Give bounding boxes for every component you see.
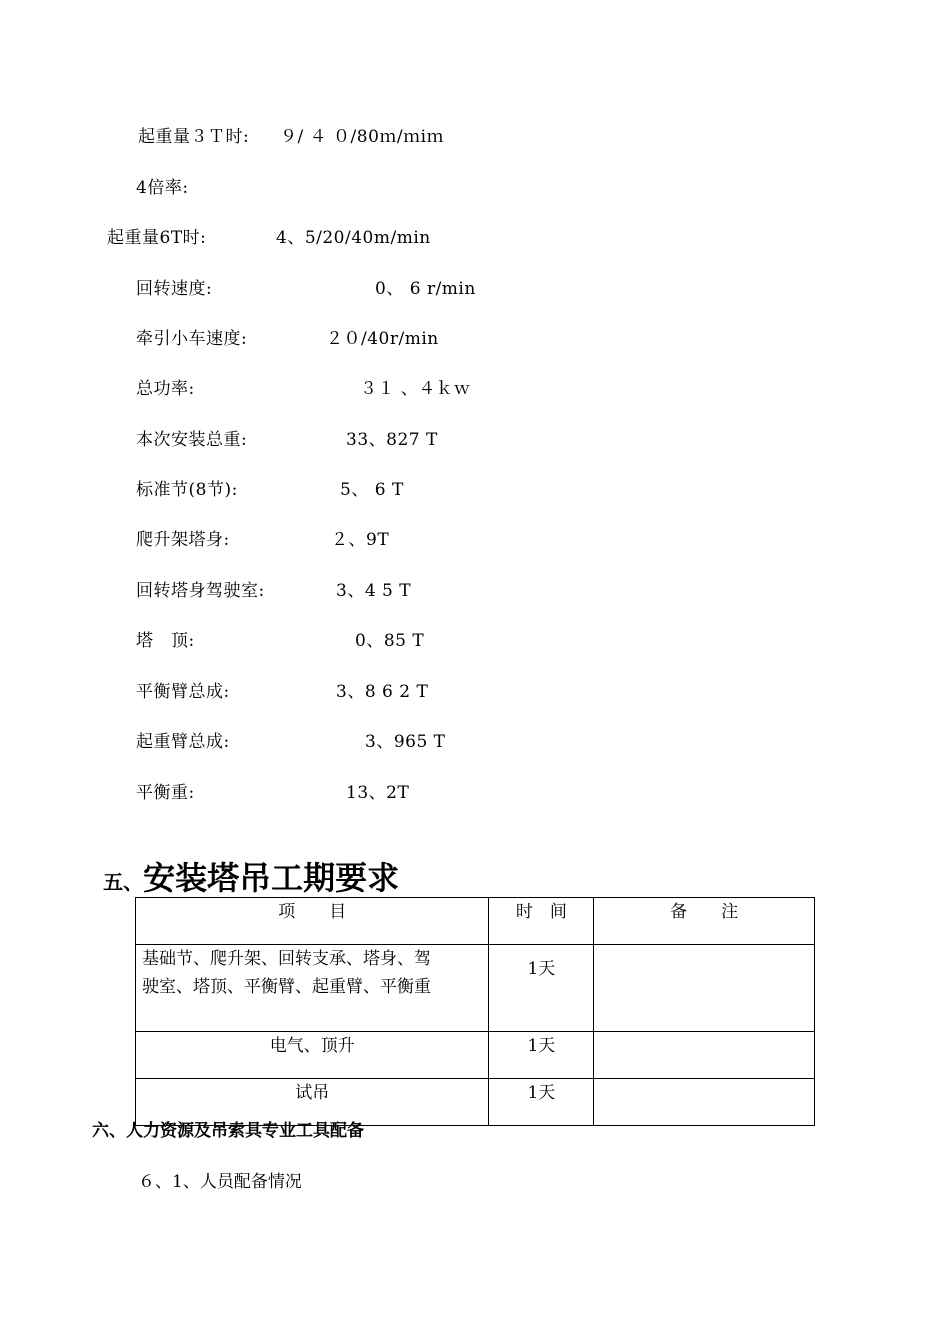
spec-label: 总功率:	[136, 379, 195, 399]
spec-value: 5、 6 T	[340, 480, 404, 500]
spec-value: 13、2T	[346, 783, 410, 803]
spec-value: 33、827 T	[346, 430, 438, 450]
table-header-row	[136, 898, 815, 945]
row-time: 1天	[489, 1032, 594, 1079]
spec-label: 平衡重:	[136, 783, 195, 803]
spec-label: 起重臂总成:	[136, 732, 230, 752]
spec-label: 4倍率:	[136, 178, 189, 198]
spec-value: 0、 6 r/min	[375, 279, 476, 299]
spec-label: 回转塔身驾驶室:	[136, 581, 265, 601]
table-row	[136, 1032, 815, 1079]
spec-value: 3、965 T	[365, 732, 446, 752]
spec-label: 爬升架塔身:	[136, 530, 230, 550]
section-5-number: 五、	[103, 870, 144, 894]
section-5-title: 安装塔吊工期要求	[143, 859, 400, 897]
row-note	[594, 1079, 815, 1126]
row-item: 试吊	[136, 1079, 489, 1126]
spec-value: 0、85 T	[355, 631, 425, 651]
row-item-line: 驶室、塔顶、平衡臂、起重臂、平衡重	[142, 977, 431, 997]
row-item	[136, 945, 489, 1032]
spec-value: ３１ 、４ｋｗ	[360, 379, 471, 399]
spec-value: 3、8 6 2 T	[336, 682, 429, 702]
spec-label: 本次安装总重:	[136, 430, 248, 450]
section-5-heading	[92, 834, 399, 899]
spec-label: 平衡臂总成:	[136, 682, 230, 702]
spec-label: 回转速度:	[136, 279, 213, 299]
row-note	[594, 945, 815, 1032]
spec-value: ２０/40r/min	[326, 329, 439, 349]
spec-label: 标准节(8节):	[136, 480, 238, 500]
schedule-table	[135, 897, 815, 1126]
section-6-heading: 六、人力资源及吊索具专业工具配备	[92, 1121, 364, 1141]
spec-label: 牵引小车速度:	[136, 329, 248, 349]
spec-label: 起重量３Ｔ时:	[138, 127, 250, 147]
table-row	[136, 945, 815, 1032]
row-time: 1天	[489, 1079, 594, 1126]
header-note: 备 注	[594, 898, 815, 945]
header-time: 时 间	[489, 898, 594, 945]
spec-value: ２、9T	[331, 530, 390, 550]
spec-label: 起重量6T时:	[107, 228, 207, 248]
row-item: 电气、顶升	[136, 1032, 489, 1079]
row-item-line: 基础节、爬升架、回转支承、塔身、驾	[142, 949, 431, 969]
spec-label: 塔 顶:	[136, 631, 195, 651]
spec-value: 4、5/20/40m/min	[276, 228, 431, 248]
row-time: 1天	[489, 945, 594, 1032]
spec-value: 3、4 5 T	[336, 581, 412, 601]
header-item: 项 目	[136, 898, 489, 945]
row-note	[594, 1032, 815, 1079]
subsection-heading: ６、1、人员配备情况	[138, 1172, 302, 1192]
spec-value: ９/ ４ ０/80ｍ/ｍiｍ	[280, 127, 445, 147]
